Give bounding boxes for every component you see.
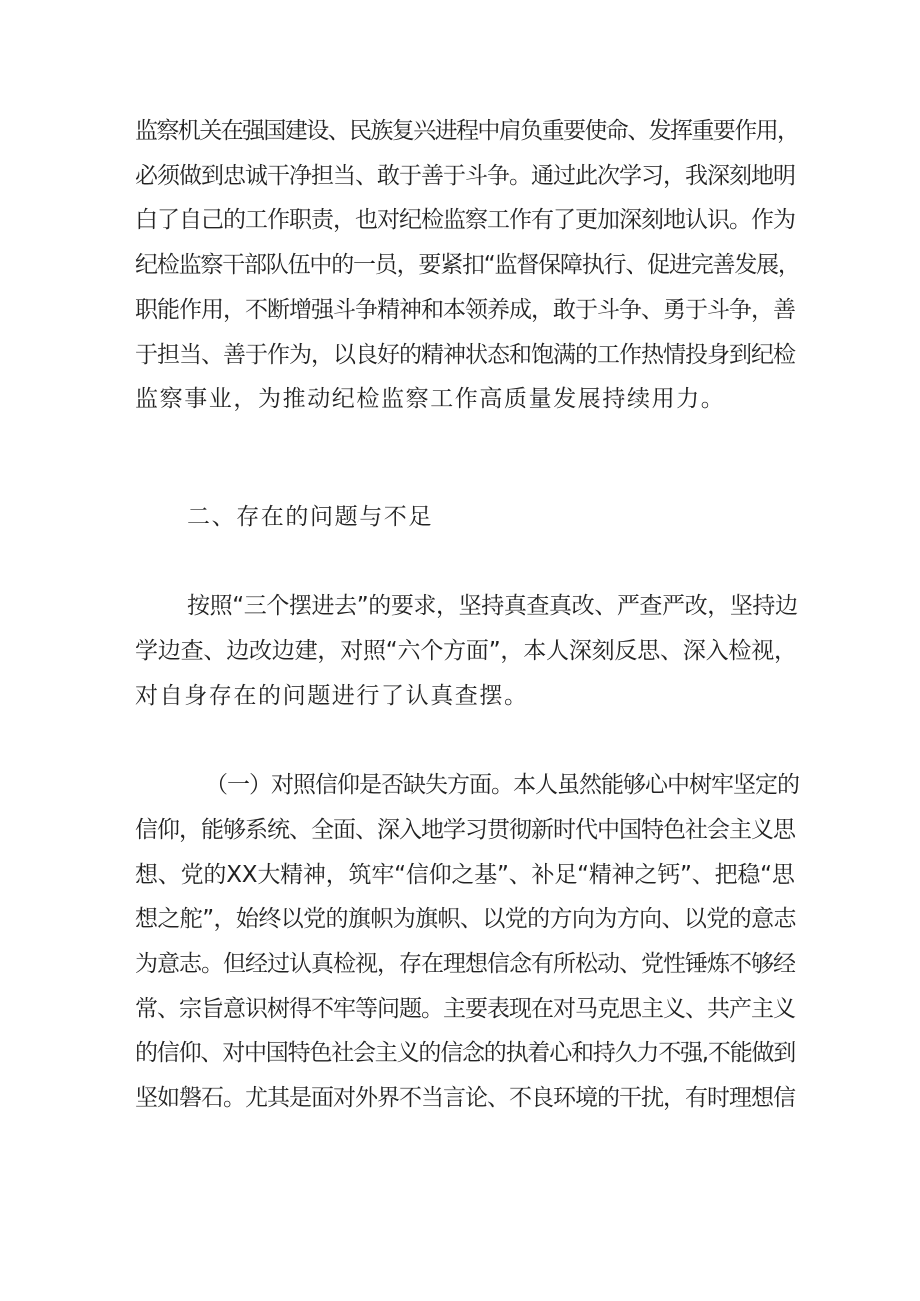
faith-line-2: 信仰，能够系统、全面、深入地学习贯彻新时代中国特色社会主义思 bbox=[135, 817, 795, 843]
intro-line-4: 纪检监察干部队伍中的一员，要紧扣“监督保障执行、促进完善发展， bbox=[135, 252, 800, 278]
faith-line-6: 常、宗旨意识树得不牢等问题。主要表现在对马克思主义、共产主义 bbox=[135, 996, 795, 1022]
faith-line-8: 坚如磐石。尤其是面对外界不当言论、不良环境的干扰，有时理想信 bbox=[135, 1085, 795, 1111]
intro-line-7: 监察事业，为推动纪检监察工作高质量发展持续用力。 bbox=[135, 386, 726, 412]
faith-line-1: （一）对照信仰是否缺失方面。本人虽然能够心中树牢坚定的 bbox=[205, 772, 799, 798]
faith-line-7: 的信仰、对中国特色社会主义的信念的执着心和持久力不强,不能做到 bbox=[135, 1040, 796, 1066]
intro-line-6: 于担当、善于作为，以良好的精神状态和饱满的工作热情投身到纪检 bbox=[135, 342, 795, 368]
faith-line-5: 为意志。但经过认真检视，存在理想信念有所松动、党性锤炼不够经 bbox=[135, 951, 795, 977]
requirements-line-1: 按照“三个摆进去”的要求，坚持真查真改、严查严改，坚持边 bbox=[187, 593, 798, 619]
requirements-line-3: 对自身存在的问题进行了认真查摆。 bbox=[135, 683, 529, 709]
section-heading: 二、存在的问题与不足 bbox=[187, 504, 433, 530]
intro-line-5: 职能作用，不断增强斗争精神和本领养成，敢于斗争、勇于斗争，善 bbox=[135, 297, 795, 323]
requirements-line-2: 学边查、边改边建，对照“六个方面”，本人深刻反思、深入检视， bbox=[135, 638, 797, 664]
faith-line-3: 想、党的XX大精神，筑牢“信仰之基”、补足“精神之钙”、把稳“思 bbox=[135, 862, 795, 888]
faith-line-4: 想之舵”，始终以党的旗帜为旗帜、以党的方向为方向、以党的意志 bbox=[135, 906, 796, 932]
intro-line-1: 监察机关在强国建设、民族复兴进程中肩负重要使命、发挥重要作用， bbox=[135, 118, 799, 144]
intro-line-3: 白了自己的工作职责，也对纪检监察工作有了更加深刻地认识。作为 bbox=[135, 207, 795, 233]
intro-line-2: 必须做到忠诚干净担当、敢于善于斗争。通过此次学习，我深刻地明 bbox=[135, 163, 795, 189]
